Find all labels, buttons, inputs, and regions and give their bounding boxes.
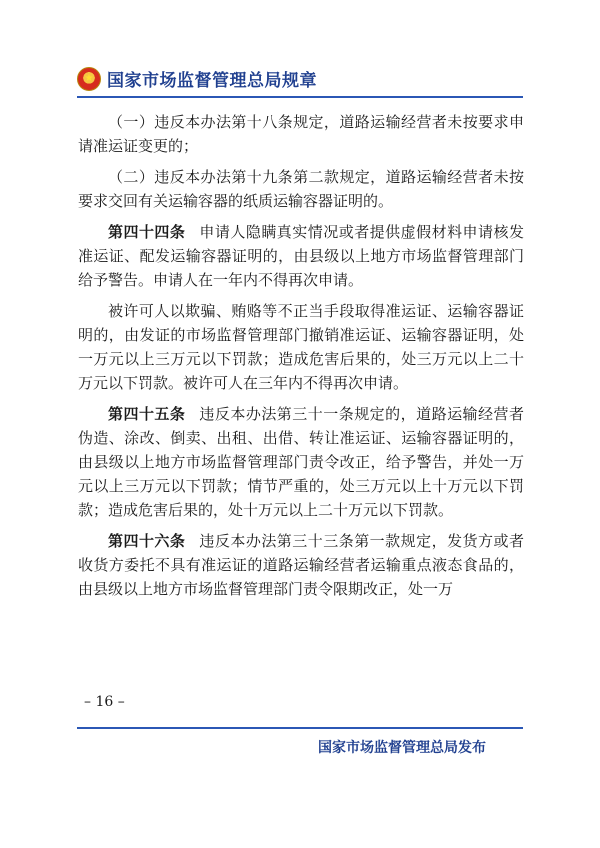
- paragraph-text: （一）违反本办法第十八条规定，道路运输经营者未按要求申请准运证变更的；: [78, 113, 524, 155]
- paragraph-text: 违反本办法第三十三条第一款规定，发货方或者收货方委托不具有准运证的道路运输经营者运输重点液态食品的，由县级以上地方市场监督管理部门责令限期改正，处一万: [78, 532, 524, 598]
- paragraph: [78, 110, 524, 158]
- article-46: [78, 529, 524, 601]
- footer-publisher: 国家市场监督管理总局发布: [318, 740, 486, 756]
- page-header: [77, 66, 317, 91]
- paragraph: [78, 165, 524, 213]
- paragraph-text: 违反本办法第三十一条规定的，道路运输经营者伪造、涂改、倒卖、出租、出借、转让准运证、运输容器证明的，由县级以上地方市场监督管理部门责令改正，给予警告，并处一万元以上三万元以下罚款；情节严重的，处三万元以上十万元以下罚款；造成危害后果的，处十万元以上二十万元以下罚款。: [78, 405, 524, 519]
- paragraph-text: （二）违反本办法第十九条第二款规定，道路运输经营者未按要求交回有关运输容器的纸质运输容器证明的。: [78, 168, 524, 210]
- national-emblem-icon: [77, 67, 101, 91]
- article-number: 第四十六条: [108, 532, 186, 550]
- article-number: 第四十五条: [108, 405, 186, 423]
- article-44: [78, 220, 524, 292]
- page-number: – 16 –: [84, 694, 125, 710]
- header-divider: [77, 96, 523, 98]
- article-45: [78, 402, 524, 522]
- footer-divider: [77, 727, 523, 729]
- paragraph-text: 申请人隐瞒真实情况或者提供虚假材料申请核发准运证、配发运输容器证明的，由县级以上地方市场监督管理部门给予警告。申请人在一年内不得再次申请。: [78, 223, 524, 289]
- article-number: 第四十四条: [108, 223, 186, 241]
- regulation-body: [78, 110, 524, 608]
- paragraph: [78, 299, 524, 395]
- paragraph-text: 被许可人以欺骗、贿赂等不正当手段取得准运证、运输容器证明的，由发证的市场监督管理部门撤销准运证、运输容器证明，处一万元以上三万元以下罚款；造成危害后果的，处三万元以上二十万元以下罚款。被许可人在三年内不得再次申请。: [78, 302, 524, 392]
- header-title: 国家市场监督管理总局规章: [107, 71, 317, 91]
